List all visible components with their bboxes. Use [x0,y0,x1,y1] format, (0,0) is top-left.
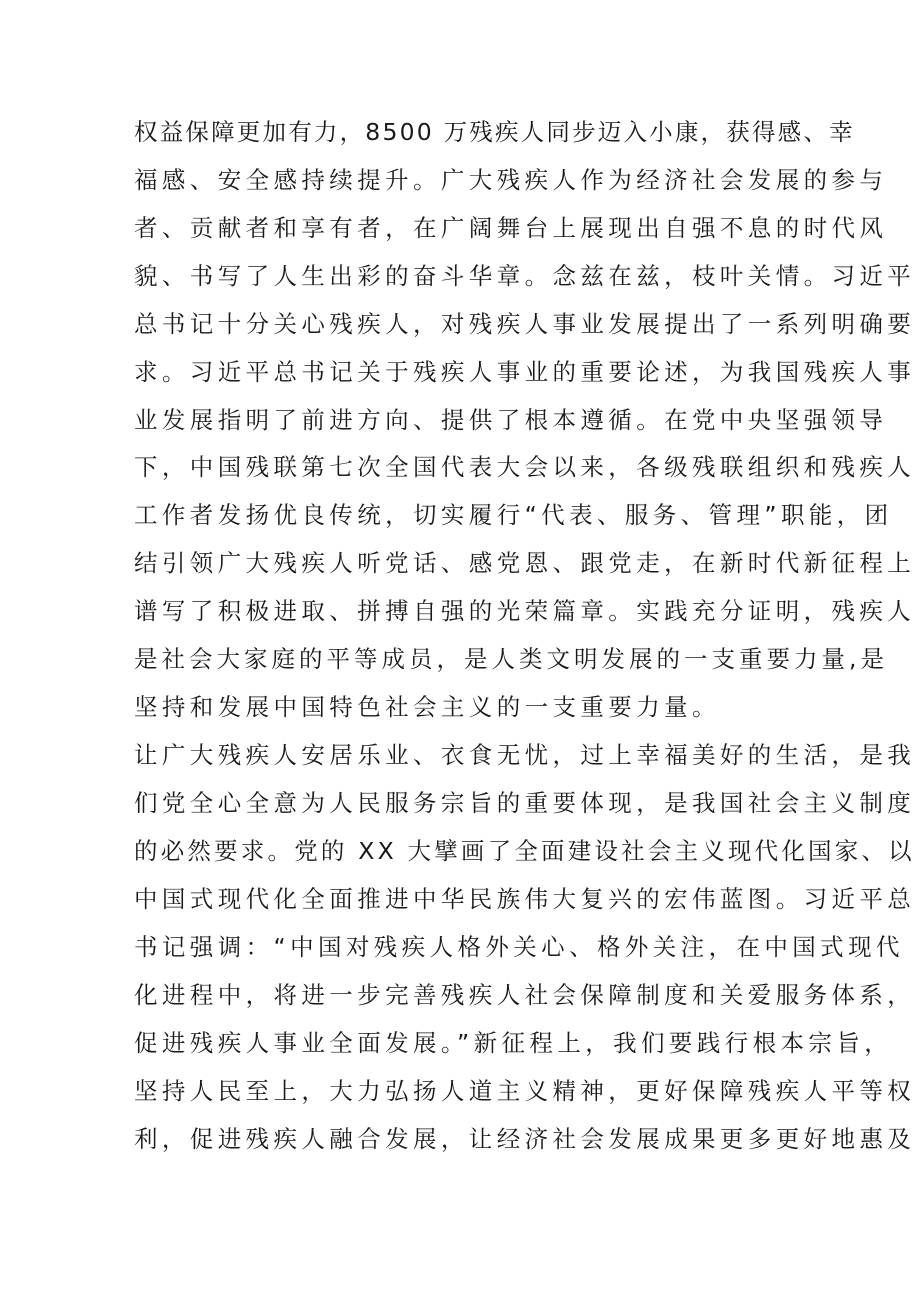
text-line: 谱写了积极进取、拼搏自强的光荣篇章。实践充分证明，残疾人 [134,597,916,625]
text-line: 者、贡献者和享有者，在广阔舞台上展现出自强不息的时代风 [134,214,888,242]
text-line: 的必然要求。党的 XX 大擘画了全面建设社会主义现代化国家、以 [134,837,915,865]
text-line: 貌、书写了人生出彩的奋斗华章。念兹在兹，枝叶关情。习近平 [134,262,916,290]
text-line: 化进程中，将进一步完善残疾人社会保障制度和关爱服务体系， [134,981,916,1009]
text-line: 福感、安全感持续提升。广大残疾人作为经济社会发展的参与 [134,166,888,194]
text-line: 下，中国残联第七次全国代表大会以来，各级残联组织和残疾人 [134,453,916,481]
text-line: 坚持人民至上，大力弘扬人道主义精神，更好保障残疾人平等权 [134,1077,916,1105]
text-line: 书记强调：“中国对残疾人格外关心、格外关注，在中国式现代 [134,933,904,961]
text-line: 促进残疾人事业全面发展。”新征程上，我们要践行根本宗旨， [134,1029,893,1057]
text-line: 权益保障更加有力，8500 万残疾人同步迈入小康，获得感、幸 [134,118,855,146]
text-line: 利，促进残疾人融合发展，让经济社会发展成果更多更好地惠及 [134,1125,916,1153]
text-line: 让广大残疾人安居乐业、衣食无忧，过上幸福美好的生活，是我 [134,741,916,769]
text-line: 结引领广大残疾人听党话、感党恩、跟党走，在新时代新征程上 [134,549,916,577]
text-line: 坚持和发展中国特色社会主义的一支重要力量。 [134,693,720,721]
text-line: 是社会大家庭的平等成员，是人类文明发展的一支重要力量,是 [134,645,888,673]
text-line: 中国式现代化全面推进中华民族伟大复兴的宏伟蓝图。习近平总 [134,885,916,913]
text-line: 们党全心全意为人民服务宗旨的重要体现，是我国社会主义制度 [134,789,916,817]
text-line: 工作者发扬优良传统，切实履行“代表、服务、管理”职能，团 [134,501,893,529]
text-line: 总书记十分关心残疾人，对残疾人事业发展提出了一系列明确要 [134,310,916,338]
text-line: 求。习近平总书记关于残疾人事业的重要论述，为我国残疾人事 [134,358,916,386]
text-line: 业发展指明了前进方向、提供了根本遵循。在党中央坚强领导 [134,406,888,434]
